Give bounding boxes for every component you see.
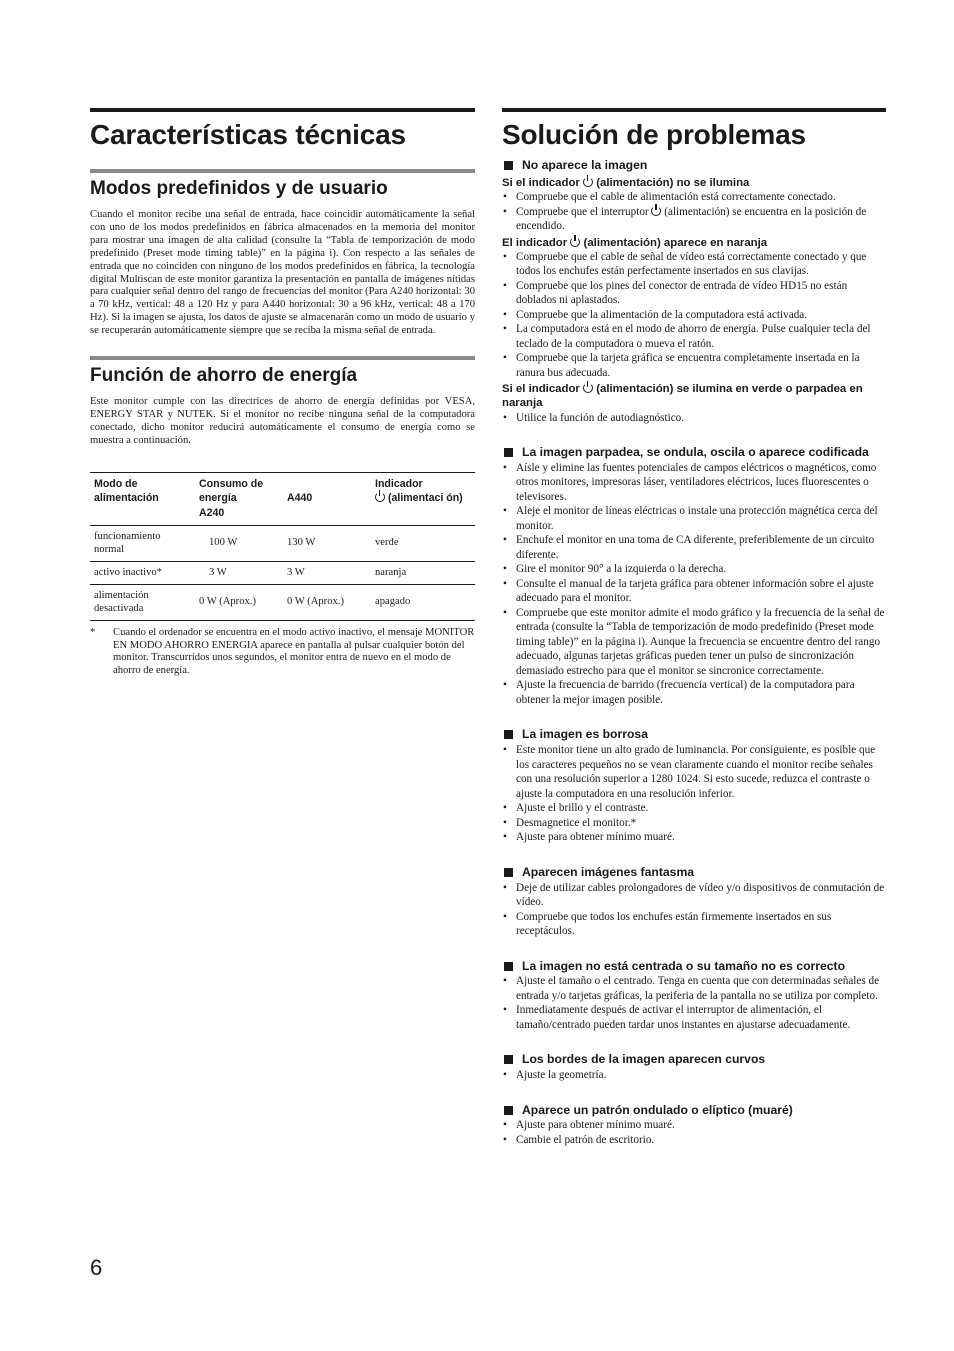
page-title-troubleshooting: Solución de problemas bbox=[502, 119, 806, 150]
list-item: • Compruebe que este monitor admite el modo gráfico y la frecuencia de la señal de entrada (consulte la “Tabla de temporización de modo predefinido (Preset mode timing table)” en la página i). Aunque la frecuencia se encuentre dentro del rango adecuado, algunas tarjetas gráficas pueden tener un pulso de sincronización demasiado estrecho para que el monitor se sincronice correctamente. bbox=[502, 606, 886, 679]
list-item: • Ajuste la geometría. bbox=[502, 1068, 886, 1083]
bullet-list bbox=[502, 1068, 886, 1083]
section-rule bbox=[90, 169, 475, 173]
power-saving-paragraph: Este monitor cumple con las directrices de ahorro de energía definidas por VESA, ENERGY STAR y NUTEK. Si el monitor no recibe ninguna señal de la computadora conectado, dicho monitor reducirá automáticamente el consumo de energía como se muestra a continuación. bbox=[90, 396, 475, 446]
heading-text: La imagen es borrosa bbox=[522, 727, 648, 742]
cell-a240: 100 W bbox=[195, 526, 283, 562]
table-row bbox=[90, 585, 475, 621]
section-rule bbox=[90, 356, 475, 360]
power-icon bbox=[375, 492, 385, 502]
subheading-pre: Si el indicador bbox=[502, 383, 580, 396]
list-item bbox=[502, 205, 886, 234]
list-item: • Aísle y elimine las fuentes potenciales de campos eléctricos o magnéticos, como otros monitores, impresoras láser, ventiladores eléctricos, luces fluorescentes o televisores. bbox=[502, 461, 886, 505]
cell-indicator: verde bbox=[371, 526, 475, 562]
heading-text: Aparece un patrón ondulado o elíptico (muaré) bbox=[522, 1102, 793, 1117]
cell-a440: 130 W bbox=[283, 526, 371, 562]
heading-text: Los bordes de la imagen aparecen curvos bbox=[522, 1052, 766, 1067]
bullet-list bbox=[502, 461, 886, 708]
subheading-post: (alimentación) se ilumina en verde o parpadea en naranja bbox=[502, 383, 863, 410]
list-item: • Ajuste el tamaño o el centrado. Tenga en cuenta que con determinadas señales de entrada y/o tarjetas gráficas, la periferia de la pantalla no se utiliza por completo. bbox=[502, 974, 886, 1003]
header-indicator-label: Indicador bbox=[375, 477, 423, 490]
header-a440-label: A440 bbox=[287, 492, 313, 505]
list-item: • Compruebe que el cable de señal de vídeo está correctamente conectado y que todos los enchufes están perfectamente insertados en sus clavijas. bbox=[502, 250, 886, 279]
table-row bbox=[90, 562, 475, 585]
table-header-row bbox=[90, 472, 475, 526]
footnote-mark: * bbox=[90, 627, 96, 639]
header-indicator-suffix: (alimentaci ón) bbox=[387, 492, 463, 505]
troubleshoot-heading bbox=[502, 1052, 886, 1068]
power-icon bbox=[651, 206, 661, 216]
title-rule bbox=[502, 108, 886, 112]
subheading bbox=[502, 176, 886, 190]
modes-paragraph: Cuando el monitor recibe una señal de entrada, hace coincidir automáticamente la señal con uno de los modos predefinidos en fábrica almacenados en la memoria del monitor para mostrar una imagen de alta calidad (consulte la “Tabla de temporización de modo predefinido (Preset mode timing table)” en la página i). Con respecto a las señales de entrada que no coinciden con ninguno de los modos predefinidos en fábrica, la tecnología digital Multiscan de este monitor garantiza la presentación en pantalla de imágenes nítidas para cualquier señal dentro del rango de frecuencias del monitor (Para A240 horizontal: 30 a 70 kHz, vertical: 48 a 120 Hz y para A440 horizontal: 30 a 96 kHz, vertical: 48 a 170 Hz). Si la imagen se ajusta, los datos de ajuste se almacenarán como un modo de usuario y se recuperarán automáticamente siempre que se reciba la misma señal de entrada. bbox=[90, 209, 475, 337]
subheading-post: (alimentación) no se ilumina bbox=[596, 176, 750, 189]
heading-text: La imagen no está centrada o su tamaño no es correcto bbox=[522, 958, 846, 973]
troubleshoot-heading bbox=[502, 445, 886, 461]
cell-mode: activo inactivo* bbox=[90, 562, 195, 585]
header-a440 bbox=[283, 472, 371, 526]
list-item: • Ajuste para obtener mínimo muaré. bbox=[502, 830, 886, 845]
list-item: • La computadora está en el modo de ahorro de energía. Pulse cualquier tecla del teclado de la computadora o mueva el ratón. bbox=[502, 322, 886, 351]
list-item: • Utilice la función de autodiagnóstico. bbox=[502, 411, 886, 426]
header-mode: Modo de alimentación bbox=[94, 477, 159, 505]
square-bullet-icon bbox=[504, 868, 513, 877]
section-heading-modes: Modos predefinidos y de usuario bbox=[90, 178, 388, 199]
list-item: • Aleje el monitor de líneas eléctricas o instale una protección magnética cerca del monitor. bbox=[502, 504, 886, 533]
left-column bbox=[90, 108, 475, 678]
list-item-pre: Compruebe que el interruptor bbox=[516, 205, 649, 218]
square-bullet-icon bbox=[504, 1055, 513, 1064]
table-footnote bbox=[90, 627, 475, 677]
bullet-list bbox=[502, 411, 886, 426]
footnote-text: Cuando el ordenador se encuentra en el modo activo inactivo, el mensaje MONITOR EN MODO AHORRO ENERGIA aparece en pantalla al pulsar cualquier botón del monitor. Transcurridos unos segundos, el monitor entra de nuevo en el modo de ahorro de energía. bbox=[113, 627, 475, 676]
power-consumption-table bbox=[90, 472, 475, 622]
subheading-post: (alimentación) aparece en naranja bbox=[583, 236, 768, 249]
bullet-list bbox=[502, 743, 886, 845]
list-item: • Compruebe que la alimentación de la computadora está activada. bbox=[502, 308, 886, 323]
list-item: • Cambie el patrón de escritorio. bbox=[502, 1133, 886, 1148]
cell-mode: funcionamiento normal bbox=[90, 526, 195, 562]
bullet-list bbox=[502, 881, 886, 939]
cell-a240: 3 W bbox=[195, 562, 283, 585]
page-number: 6 bbox=[90, 1255, 103, 1280]
power-icon bbox=[570, 237, 580, 247]
subheading-pre: Si el indicador bbox=[502, 176, 580, 189]
list-item: • Deje de utilizar cables prolongadores de vídeo y/o dispositivos de conmutación de vídeo. bbox=[502, 881, 886, 910]
bullet-list bbox=[502, 190, 886, 234]
header-indicator bbox=[371, 472, 475, 526]
list-item: • Compruebe que los pines del conector de entrada de vídeo HD15 no están doblados ni aplastados. bbox=[502, 279, 886, 308]
list-item: • Compruebe que el cable de alimentación está correctamente conectado. bbox=[502, 190, 886, 205]
list-item: • Gire el monitor 90° a la izquierda o la derecha. bbox=[502, 562, 886, 577]
subheading bbox=[502, 236, 886, 250]
troubleshoot-heading bbox=[502, 865, 886, 881]
subheading-pre: El indicador bbox=[502, 236, 568, 249]
cell-a440: 3 W bbox=[283, 562, 371, 585]
list-item: • Consulte el manual de la tarjeta gráfica para obtener información sobre el ajuste adecuado para el monitor. bbox=[502, 577, 886, 606]
square-bullet-icon bbox=[504, 1106, 513, 1115]
cell-indicator: apagado bbox=[371, 585, 475, 621]
list-item: • Inmediatamente después de activar el interruptor de alimentación, el tamaño/centrado pueden tardar unos instantes en ajustarse adecuadamente. bbox=[502, 1003, 886, 1032]
header-consumption bbox=[195, 472, 283, 526]
list-item: • Ajuste el brillo y el contraste. bbox=[502, 801, 886, 816]
bullet-list bbox=[502, 1118, 886, 1147]
section-heading-power-saving: Función de ahorro de energía bbox=[90, 365, 358, 387]
square-bullet-icon bbox=[504, 448, 513, 457]
list-item: • Enchufe el monitor en una toma de CA diferente, preferiblemente de un circuito diferente. bbox=[502, 533, 886, 562]
cell-a440: 0 W (Aprox.) bbox=[283, 585, 371, 621]
subheading bbox=[502, 382, 886, 410]
troubleshoot-heading bbox=[502, 727, 886, 743]
heading-text: La imagen parpadea, se ondula, oscila o aparece codificada bbox=[522, 445, 869, 460]
heading-text: No aparece la imagen bbox=[522, 158, 648, 172]
troubleshoot-heading bbox=[502, 959, 886, 975]
cell-indicator: naranja bbox=[371, 562, 475, 585]
square-bullet-icon bbox=[504, 161, 513, 170]
header-consumption-label: Consumo de energía bbox=[199, 477, 264, 505]
list-item: • Ajuste la frecuencia de barrido (frecuencia vertical) de la computadora para obtener la mejor imagen posible. bbox=[502, 678, 886, 707]
power-icon bbox=[583, 177, 593, 187]
bullet-list bbox=[502, 974, 886, 1032]
list-item: • Ajuste para obtener mínimo muaré. bbox=[502, 1118, 886, 1133]
square-bullet-icon bbox=[504, 962, 513, 971]
power-icon bbox=[583, 383, 593, 393]
list-item: • Compruebe que todos los enchufes están firmemente insertados en sus receptáculos. bbox=[502, 910, 886, 939]
bullet-list bbox=[502, 250, 886, 381]
page-title-specs: Características técnicas bbox=[90, 119, 406, 150]
list-item: • Desmagnetice el monitor.* bbox=[502, 816, 886, 831]
list-item: • Compruebe que la tarjeta gráfica se encuentra completamente insertada en la ranura bus adecuada. bbox=[502, 351, 886, 380]
title-rule bbox=[90, 108, 475, 112]
cell-a240: 0 W (Aprox.) bbox=[195, 585, 283, 621]
table-row bbox=[90, 526, 475, 562]
heading-text: Aparecen imágenes fantasma bbox=[522, 864, 695, 879]
list-item-post: (alimentación) se encuentra en la posición de encendido. bbox=[516, 205, 867, 232]
troubleshoot-heading bbox=[502, 1103, 886, 1119]
square-bullet-icon bbox=[504, 730, 513, 739]
troubleshoot-heading bbox=[502, 158, 886, 174]
header-a240: A240 bbox=[199, 506, 225, 519]
right-column bbox=[502, 108, 886, 1147]
list-item: • Este monitor tiene un alto grado de luminancia. Por consiguiente, es posible que los caracteres pequeños no se vean claramente cuando el monitor recibe señales con una resolución superior a 1280 1024. Si esto sucede, reduzca el contraste o ajuste la computadora en una resolución inferior. bbox=[502, 743, 886, 801]
cell-mode: alimentación desactivada bbox=[90, 585, 195, 621]
